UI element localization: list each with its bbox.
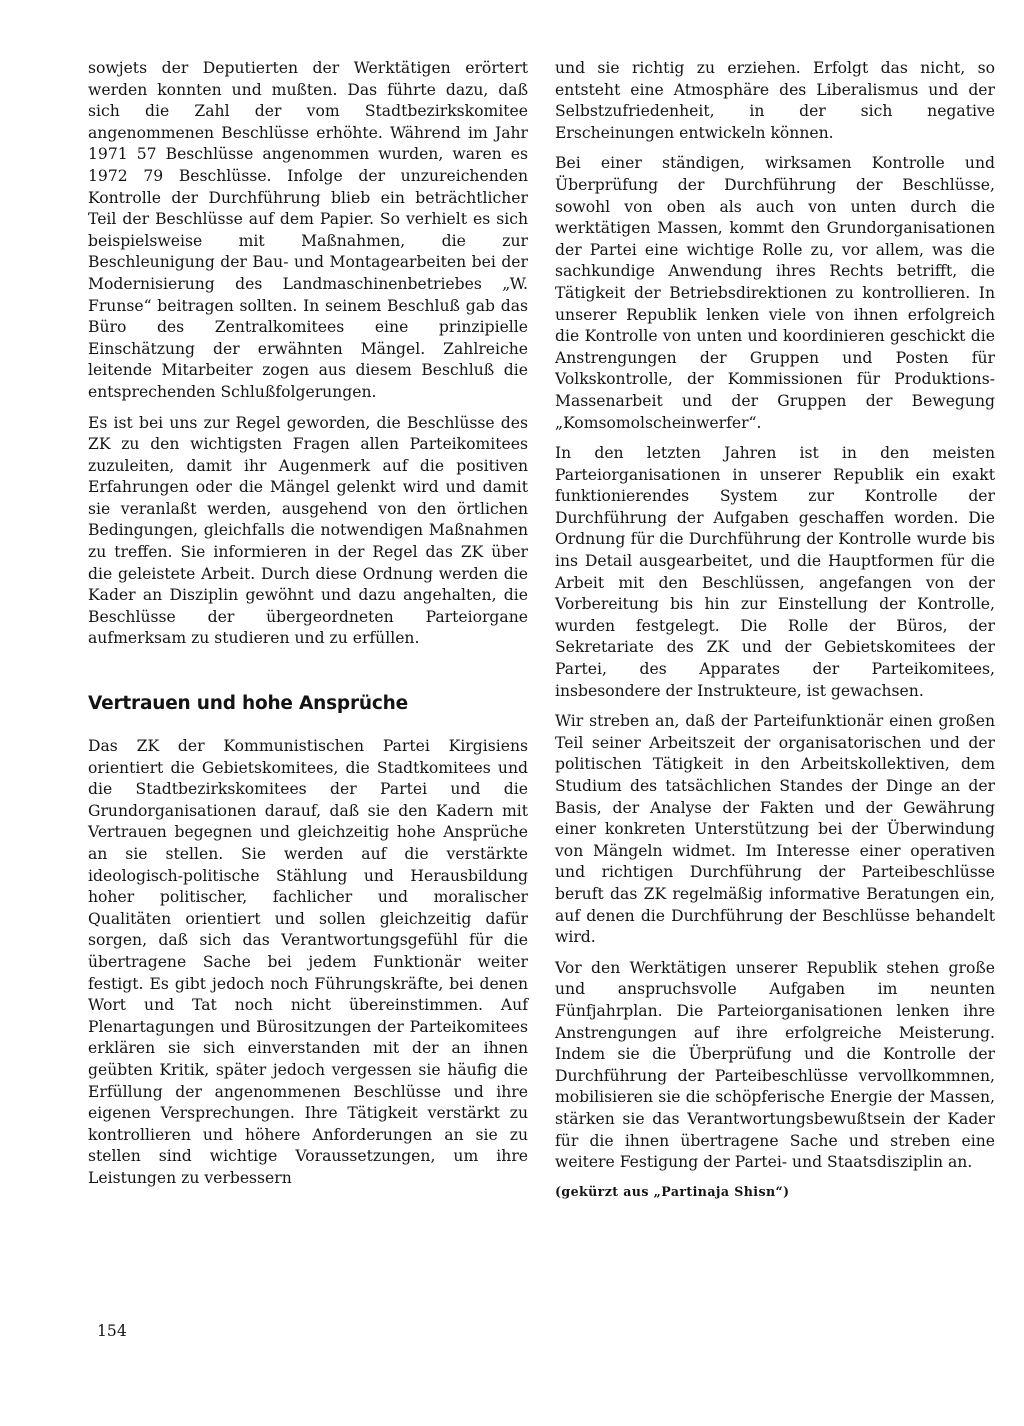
- paragraph: In den letzten Jahren ist in den meisten Parteiorganisationen in unserer Republik ein exakt funktionierendes System zur Kontrolle der Durchführung der Aufgaben geschaffen worden. Die Ordnung für die Durchführung der Kontrolle wurde bis ins Detail ausgearbeitet, und die Hauptformen für die Arbeit mit den Beschlüssen, angefangen von der Vorbereitung bis hin zur Einstellung der Kontrolle, wurden festgelegt. Die Rolle der Büros, der Sekretariate des ZK und der Gebietskomitees der Partei, des Apparates der Parteikomitees, insbesondere der Instrukteure, ist gewachsen.: [555, 444, 995, 700]
- paragraph: sowjets der Deputierten der Werktätigen erörtert werden konnten und mußten. Das führte dazu, daß sich die Zahl der vom Stadtbezirkskomitee angenommenen Beschlüsse erhöhte. Während im Jahr 1971 57 Beschlüsse angenommen wurden, waren es 1972 79 Beschlüsse. Infolge der unzureichenden Kontrolle der Durchführung blieb ein beträchtlicher Teil der Beschlüsse auf dem Papier. So verhielt es sich beispielsweise mit Maßnahmen, die zur Beschleunigung der Bau- und Montagearbeiten bei der Modernisierung des Landmaschinenbetriebes „W. Frunse“ beitragen sollten. In seinem Beschluß gab das Büro des Zentralkomitees eine prinzipielle Einschätzung der erwähnten Mängel. Zahlreiche leitende Mitarbeiter zogen aus diesem Beschluß die entsprechenden Schlußfolgerungen.: [88, 59, 528, 401]
- paragraph: Wir streben an, daß der Parteifunktionär einen großen Teil seiner Arbeitszeit der organisatorischen und der politischen Tätigkeit in den Arbeitskollektiven, dem Studium des tatsächlichen Standes der Dinge an der Basis, der Analyse der Fakten und der Gewährung einer konkreten Unterstützung bei der Überwindung von Mängeln widmet. Im Interesse einer operativen und richtigen Durchführung der Parteibeschlüsse beruft das ZK regelmäßig informative Beratungen ein, auf denen die Durchführung der Beschlüsse behandelt wird.: [555, 712, 995, 947]
- paragraph: Das ZK der Kommunistischen Partei Kirgisiens orientiert die Gebietskomitees, die Stadtkomitees und die Stadtbezirkskomitees der Partei und die Grundorganisationen darauf, daß sie den Kadern mit Vertrauen begegnen und gleichzeitig hohe Ansprüche an sie stellen. Sie werden auf die verstärkte ideologisch-politische Stählung und Herausbildung hoher politischer, fachlicher und moralischer Qualitäten orientiert und sollen gleichzeitig dafür sorgen, daß sich das Verantwortungsgefühl für die übertragene Sache bei jedem Funktionär weiter festigt. Es gibt jedoch noch Führungskräfte, bei denen Wort und Tat noch nicht übereinstimmen. Auf Plenartagungen und Bürositzungen der Parteikomitees erklären sie sich einverstanden mit der an ihnen geübten Kritik, später jedoch vergessen sie häufig die Erfüllung der angenommenen Beschlüsse und ihre eigenen Versprechungen. Ihre Tätigkeit verstärkt zu kontrollieren und höhere Anforderungen an sie zu stellen sind wichtige Voraussetzungen, um ihre Leistungen zu verbessern: [88, 737, 528, 1187]
- page-number: 154: [97, 1322, 127, 1340]
- section-heading: Vertrauen und hohe Ansprüche: [88, 693, 408, 715]
- source-note: (gekürzt aus „Partinaja Shisn“): [555, 1183, 790, 1199]
- paragraph: Vor den Werktätigen unserer Republik stehen große und anspruchsvolle Aufgaben im neunten Fünfjahrplan. Die Parteiorganisationen lenken ihre Anstrengungen auf ihre erfolgreiche Meisterung. Indem sie die Überprüfung und die Kontrolle der Durchführung der Parteibeschlüsse vervollkommnen, mobilisieren sie die schöpferische Energie der Massen, stärken sie das Verantwortungsbewußtsein der Kader für die ihnen übertragene Sache und streben eine weitere Festigung der Partei- und Staatsdisziplin an.: [555, 958, 995, 1172]
- paragraph: Es ist bei uns zur Regel geworden, die Beschlüsse des ZK zu den wichtigsten Fragen allen Parteikomitees zuzuleiten, damit ihr Augenmerk auf die positiven Erfahrungen oder die Mängel gelenkt wird und damit sie veranlaßt werden, ausgehend von den örtlichen Bedingungen, gleichfalls die notwendigen Maßnahmen zu treffen. Sie informieren in der Regel das ZK über die geleistete Arbeit. Durch diese Ordnung werden die Kader an Disziplin gewöhnt und dazu angehalten, die Beschlüsse der übergeordneten Parteiorgane aufmerksam zu studieren und zu erfüllen.: [88, 413, 528, 648]
- left-column: [88, 58, 528, 1199]
- right-column: [555, 58, 995, 1201]
- paragraph: und sie richtig zu erziehen. Erfolgt das nicht, so entsteht eine Atmosphäre des Liberalismus und der Selbstzufriedenheit, in der sich negative Erscheinungen entwickeln können.: [555, 59, 995, 142]
- paragraph: Bei einer ständigen, wirksamen Kontrolle und Überprüfung der Durchführung der Beschlüsse, sowohl von oben als auch von unten durch die werktätigen Massen, kommt den Grundorganisationen der Partei eine wichtige Rolle zu, vor allem, was die sachkundige Anwendung ihres Rechts betrifft, die Tätigkeit der Betriebsdirektionen zu kontrollieren. In unserer Republik lenken viele von ihnen erfolgreich die Kontrolle von unten und koordinieren geschickt die Anstrengungen der Gruppen und Posten für Volkskontrolle, der Kommissionen für Produktions-Massenarbeit und der Gruppen der Bewegung „Komsomolscheinwerfer“.: [555, 154, 995, 432]
